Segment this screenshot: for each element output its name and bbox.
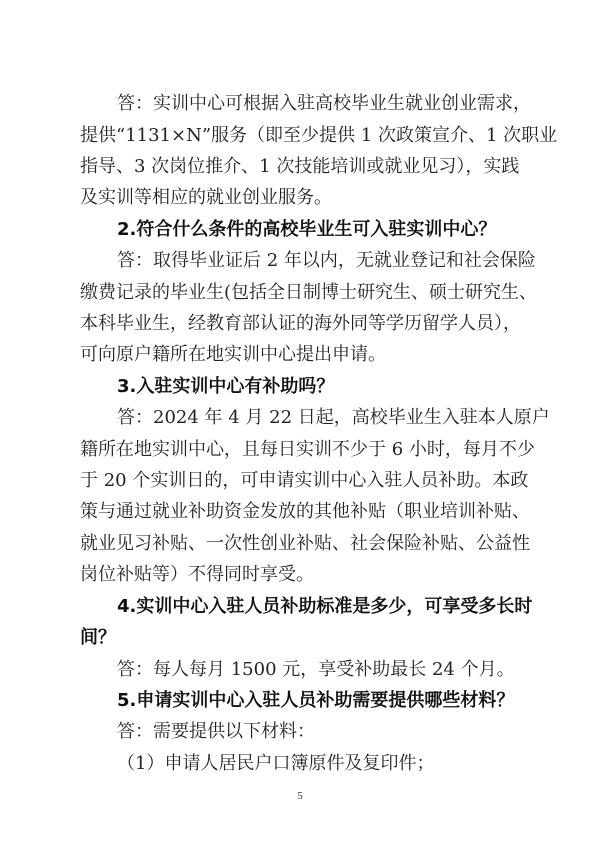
document-page: 答：实训中心可根据入驻高校毕业生就业创业需求， 提供“1131×N”服务（即至少提供 1 次政策宣介、1 次职业 指导、3 次岗位推介、1 次技能培训或就业见习），实践 及实训等相应的就业创业服务。 2.符合什么条件的高校毕业生可入驻实训中心？ 答：取得毕业证后 2 年以内，无就业登记和社会保险 缴费记录的毕业生(包括全日制博士研究生、硕士研究生、 本科毕业生，经教育部认证的海外同等学历留学人员）， 可向原户籍所在地实训中心提出申请。 3.入驻实训中心有补助吗？ 答：2024 年 4 月 22 日起，高校毕业生入驻本人原户 籍所在地实训中心，且每日实训不少于 6 小时，每月不少 于 20 个实训日的，可申请实训中心入驻人员补助。本政 策与通过就业补助资金发放的其他补贴（职业培训补贴、 就业见习补贴、一次性创业补贴、社会保险补贴、公益性 岗位补贴等）不得同时享受。 4.实训中心入驻人员补助标准是多少，可享受多长时 间？ 答：每人每月 1500 元，享受补助最长 24 个月。 5.申请实训中心入驻人员补助需要提供哪些材料？ 答：需要提供以下材料： （1）申请人居民户口簿原件及复印件； 5 bbox=[0, 0, 600, 848]
page-number: 5 bbox=[297, 790, 303, 802]
